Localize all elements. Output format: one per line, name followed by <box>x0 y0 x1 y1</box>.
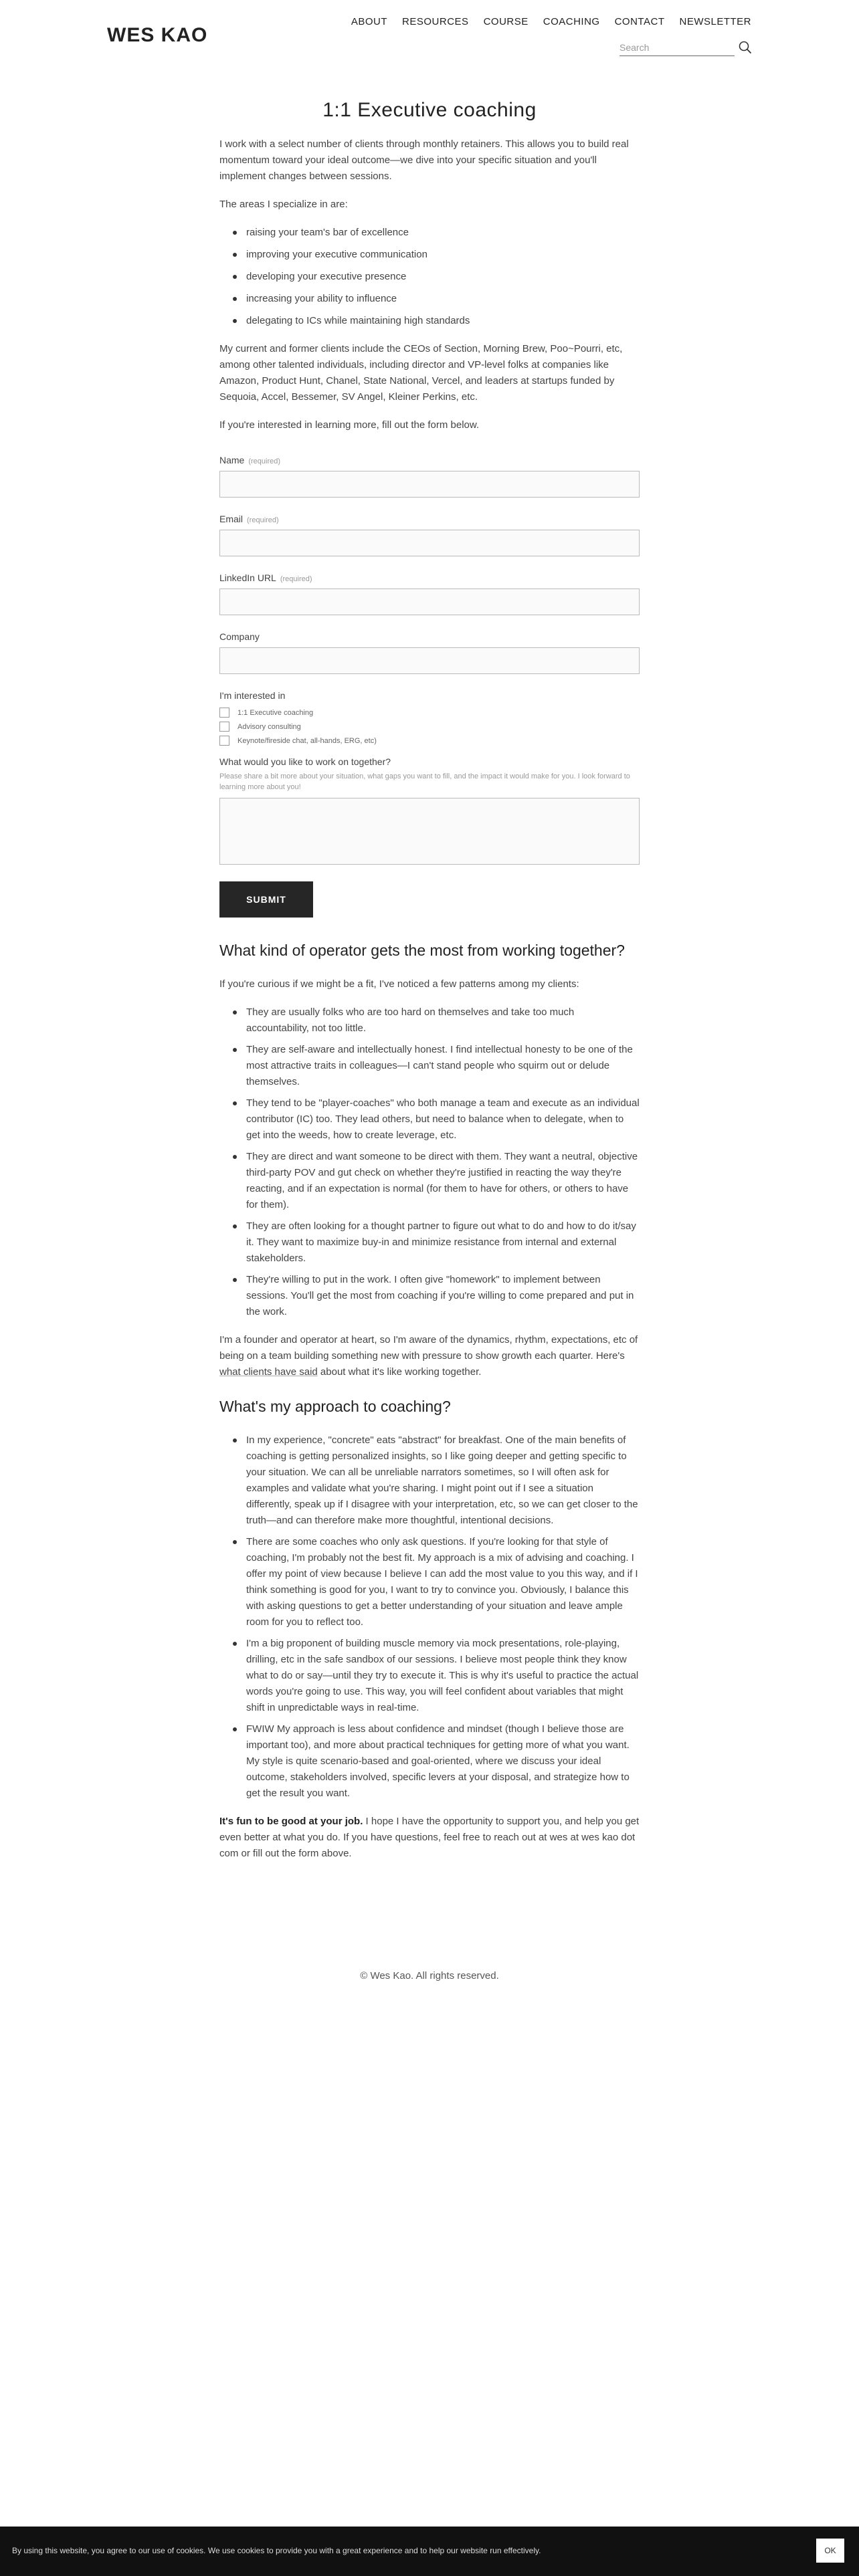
list-item: FWIW My approach is less about confidence and mindset (though I believe those are important too), and more about practical techniques for getting more of what you want. My style is quite scenario-based and goal-oriented, where we discuss your ideal outcome, stakeholders involved, specific levers at your disposal, and strategize how to get the result you want. <box>219 1721 640 1802</box>
checkbox-label: 1:1 Executive coaching <box>237 708 314 717</box>
operator-outro <box>219 1332 640 1380</box>
email-input[interactable] <box>219 530 640 556</box>
cookie-text: By using this website, you agree to our use of cookies. We use cookies to provide you with a great experience and to help our website run effectively. <box>12 2546 541 2555</box>
operator-intro: If you're curious if we might be a fit, I've noticed a few patterns among my clients: <box>219 978 579 990</box>
coaching-form <box>219 455 640 918</box>
footer-copyright: © Wes Kao. All rights reserved. <box>360 1970 499 1981</box>
linkedin-input[interactable] <box>219 588 640 615</box>
testimonials-link[interactable]: what clients have said <box>219 1366 318 1378</box>
list-item: improving your executive communication <box>219 247 640 263</box>
approach-heading: What's my approach to coaching? <box>219 1398 451 1415</box>
nav-resources[interactable]: RESOURCES <box>402 16 469 27</box>
nav-contact[interactable]: CONTACT <box>614 16 665 27</box>
work-field-group <box>219 756 640 868</box>
list-item: They are direct and want someone to be direct with them. They want a neutral, objective third-party POV and gut check on whether they're justified in reacting the way they're reacting, and if an expectation is normal (for them to have for others, or others to have for them). <box>219 1149 640 1213</box>
list-item: increasing your ability to influence <box>219 291 640 307</box>
closing-bold: It's fun to be good at your job. <box>219 1816 363 1827</box>
email-label: Email <box>219 514 244 524</box>
required-tag: (required) <box>280 575 312 583</box>
site-logo[interactable]: WES KAO <box>107 24 208 46</box>
work-textarea[interactable] <box>219 798 640 865</box>
interest-option-coaching[interactable] <box>219 708 640 718</box>
outro-text-after: about what it's like working together. <box>317 1366 482 1378</box>
nav-about[interactable]: ABOUT <box>351 16 388 27</box>
operator-list <box>219 1004 640 1320</box>
list-item: delegating to ICs while maintaining high standards <box>219 313 640 329</box>
interest-label: I'm interested in <box>219 690 286 701</box>
list-item: I'm a big proponent of building muscle memory via mock presentations, role-playing, drilling, etc in the safe sandbox of our sessions. I believe most people think they know what to do or say—until they try to execute it. This is why it's useful to practice the actual words you're going to use. This way, you will feel confident about variables that might shift in unpredictable ways in real-time. <box>219 1636 640 1716</box>
list-item: They are usually folks who are too hard on themselves and take too much accountability, not too little. <box>219 1004 640 1037</box>
interest-option-keynote[interactable] <box>219 736 640 746</box>
list-item: They tend to be "player-coaches" who both manage a team and execute as an individual contributor (IC) too. They lead others, but need to balance when to delegate, when to get into the weeds, how to create leverage, etc. <box>219 1095 640 1144</box>
closing-rest: I hope I have the opportunity to support you, and help you get even better at what you do. If you have questions, feel free to reach out at wes at wes kao dot com or fill out the form above. <box>219 1816 640 1859</box>
work-help-text: Please share a bit more about your situation, what gaps you want to fill, and the impact it would make for you. I look forward to learning more about you! <box>219 772 630 791</box>
cookie-banner <box>0 2527 859 2576</box>
checkbox-label: Keynote/fireside chat, all-hands, ERG, etc) <box>237 736 377 745</box>
required-tag: (required) <box>247 516 279 524</box>
list-item: In my experience, "concrete" eats "abstract" for breakfast. One of the main benefits of coaching is getting personalized insights, so I like going deeper and getting specific to your situation. We can all be unreliable narrators sometimes, so I will often ask for examples and validate what you're sharing. I might point out if I see a situation differently, speak up if I disagree with your interpretation, etc, so we can get closer to the truth—and can therefore make more thoughtful, intentional decisions. <box>219 1432 640 1529</box>
cookie-ok-button[interactable]: OK <box>816 2539 844 2563</box>
checkbox-label: Advisory consulting <box>237 722 301 731</box>
site-header <box>0 0 859 74</box>
interest-group <box>219 690 640 746</box>
areas-intro: The areas I specialize in are: <box>219 199 348 210</box>
nav-newsletter[interactable]: NEWSLETTER <box>679 16 751 27</box>
company-input[interactable] <box>219 647 640 674</box>
company-field-group <box>219 631 640 674</box>
search-icon[interactable] <box>739 41 752 54</box>
checkbox[interactable] <box>219 722 229 732</box>
list-item: raising your team's bar of excellence <box>219 225 640 241</box>
cta-paragraph: If you're interested in learning more, fill out the form below. <box>219 419 480 431</box>
list-item: They're willing to put in the work. I often give "homework" to implement between sessions. You'll get the most from coaching if you're willing to come prepared and put in the work. <box>219 1272 640 1320</box>
operator-heading: What kind of operator gets the most from working together? <box>219 942 625 959</box>
linkedin-field-group <box>219 572 640 615</box>
closing-paragraph <box>219 1814 640 1862</box>
main-nav <box>351 16 751 27</box>
work-label: What would you like to work on together? <box>219 756 391 767</box>
nav-coaching[interactable]: COACHING <box>543 16 600 27</box>
linkedin-label: LinkedIn URL <box>219 572 276 583</box>
company-label: Company <box>219 631 260 642</box>
checkbox[interactable] <box>219 708 229 718</box>
search-input[interactable] <box>619 39 735 56</box>
name-input[interactable] <box>219 471 640 498</box>
list-item: There are some coaches who only ask questions. If you're looking for that style of coaching, I'm probably not the best fit. My approach is a mix of advising and coaching. I offer my point of view because I believe I can add the most value to you this way, and if I think something is good for you, I want to try to convince you. Obviously, I balance this with asking questions to get a better understanding of your situation and leave ample room for you to reflect too. <box>219 1534 640 1630</box>
name-field-group <box>219 455 640 498</box>
name-label: Name <box>219 455 245 465</box>
required-tag: (required) <box>248 457 281 465</box>
nav-course[interactable]: COURSE <box>483 16 529 27</box>
submit-button[interactable]: SUBMIT <box>219 881 313 918</box>
intro-paragraph: I work with a select number of clients through monthly retainers. This allows you to build real momentum toward your ideal outcome—we dive into your specific situation and you'll implement changes between sessions. <box>219 138 629 182</box>
list-item: They are often looking for a thought partner to figure out what to do and how to do it/say it. They want to maximize buy-in and minimize resistance from internal and external stakeholders. <box>219 1218 640 1267</box>
outro-text-before: I'm a founder and operator at heart, so I'm aware of the dynamics, rhythm, expectations, etc of being on a team building something new with pressure to show growth each quarter. Here's <box>219 1334 638 1362</box>
list-item: They are self-aware and intellectually honest. I find intellectual honesty to be one of the most attractive traits in colleagues—I can't stand people who squirm out or delude themselves. <box>219 1042 640 1090</box>
areas-list <box>219 225 640 329</box>
clients-paragraph: My current and former clients include the CEOs of Section, Morning Brew, Poo~Pourri, etc, among other talented individuals, including director and VP-level folks at companies like Amazon, Product Hunt, Chanel, State National, Vercel, and leaders at startups funded by Sequoia, Accel, Bessemer, SV Angel, Kleiner Perkins, etc. <box>219 343 623 403</box>
search-bar <box>619 39 751 59</box>
list-item: developing your executive presence <box>219 269 640 285</box>
main-content <box>219 99 640 1874</box>
approach-list <box>219 1432 640 1802</box>
page-title: 1:1 Executive coaching <box>322 99 537 121</box>
checkbox[interactable] <box>219 736 229 746</box>
interest-option-advisory[interactable] <box>219 722 640 732</box>
email-field-group <box>219 514 640 556</box>
